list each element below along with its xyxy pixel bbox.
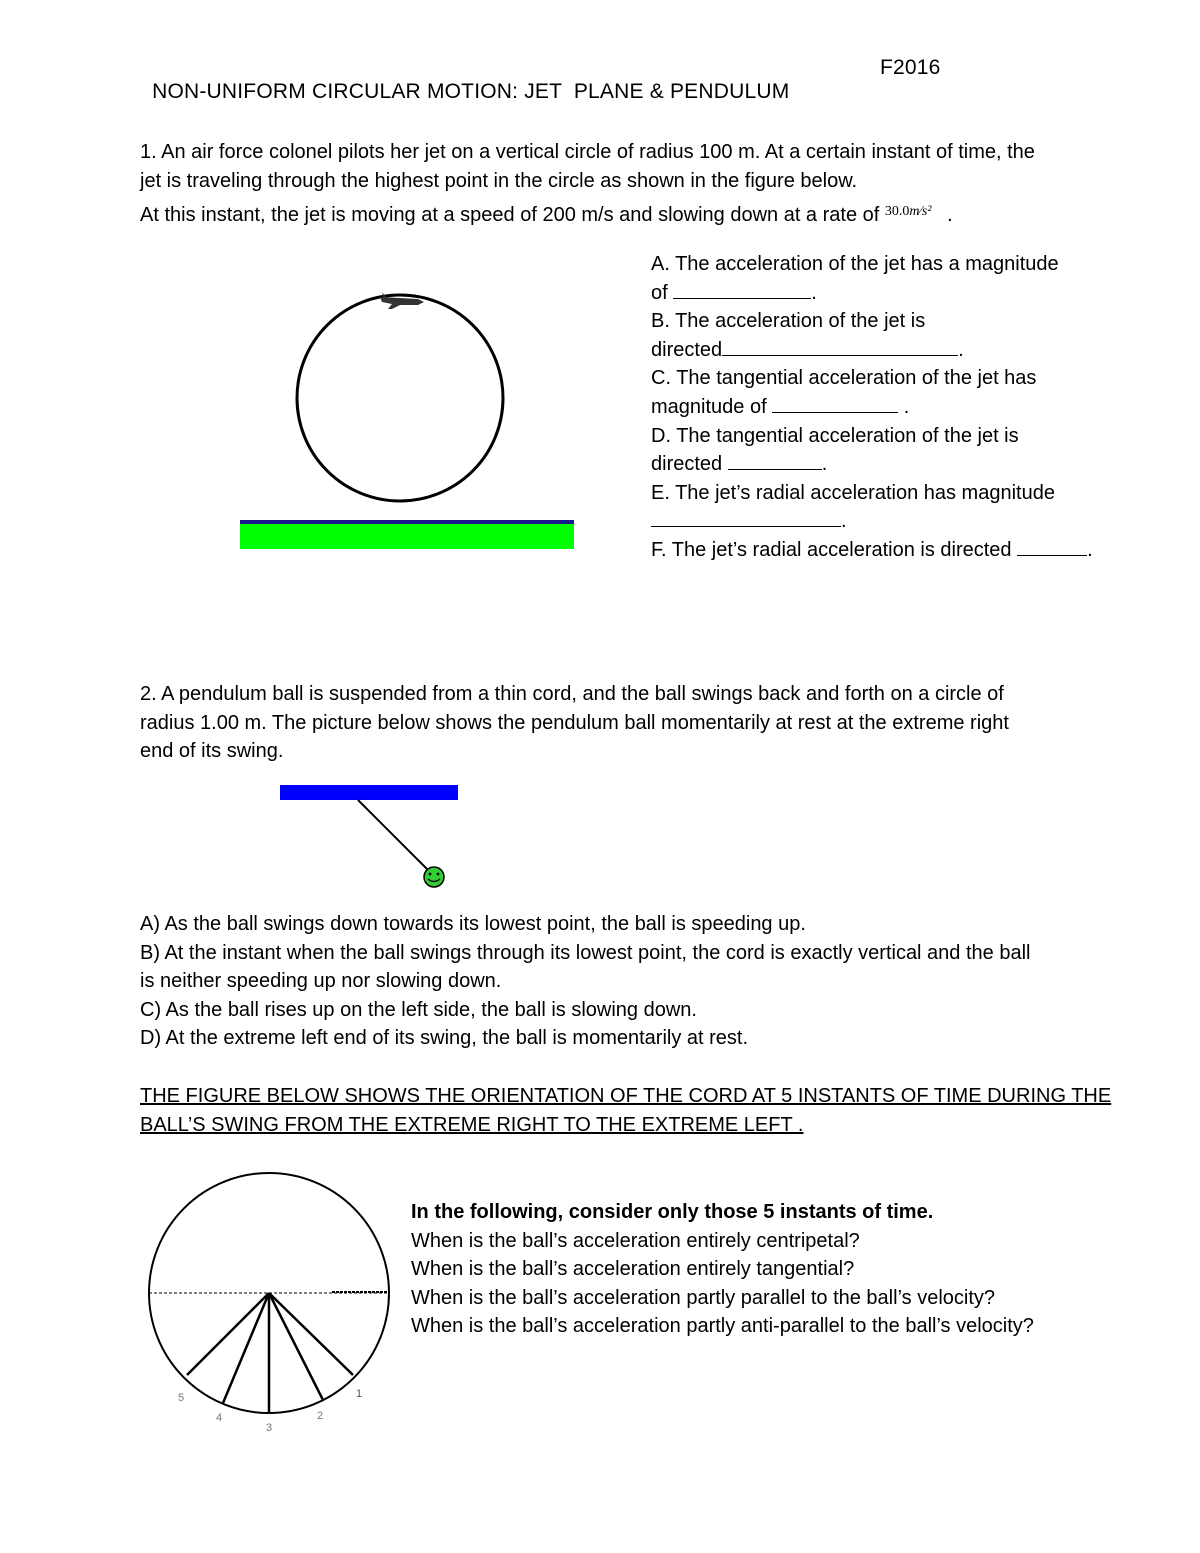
part-f-text: F. The jet’s radial acceleration is directed — [651, 538, 1012, 561]
rate-value: 30.0 — [884, 204, 910, 220]
part-d-answer-blank[interactable] — [728, 451, 822, 470]
part-e-answer-blank[interactable] — [651, 508, 841, 527]
cord-position-1 — [269, 1293, 353, 1375]
part-e-line2: . — [651, 507, 1151, 536]
q2-intro-line1: 2. A pendulum ball is suspended from a thin cord, and the ball swings back and forth on a circle of — [140, 683, 1004, 705]
question-centripetal: When is the ball’s acceleration entirely centripetal? — [411, 1229, 860, 1252]
vertical-circle — [297, 295, 503, 501]
part-a-of: of — [651, 281, 668, 304]
page-title — [140, 56, 789, 104]
pendulum-ball-smiley-icon — [424, 867, 444, 887]
part-c-answer-blank[interactable] — [772, 394, 898, 413]
statement-a: A) As the ball swings down towards its lowest point, the ball is speeding up. — [140, 913, 806, 935]
part-d-line2: directed . — [651, 453, 828, 476]
q2-statements — [140, 910, 1030, 1053]
cord-label-3: 3 — [266, 1422, 273, 1434]
part-c-magnitude: magnitude of — [651, 395, 767, 418]
q1-intro-line1: 1. An air force colonel pilots her jet on a vertical circle of radius 100 m. At a certain instant of time, the — [140, 141, 1035, 163]
cord-position-2 — [269, 1293, 323, 1400]
q1-intro-line2: jet is traveling through the highest point in the circle as shown in the figure below. — [140, 169, 858, 192]
figure-caption-line1: THE FIGURE BELOW SHOWS THE ORIENTATION OF THE CORD AT 5 INSTANTS OF TIME DURING THE — [140, 1085, 1112, 1107]
q1-parts — [651, 250, 1151, 565]
consider-instruction: In the following, consider only those 5 instants of time. — [411, 1201, 934, 1223]
figure-caption — [140, 1082, 1111, 1139]
part-f-line1: F. The jet’s radial acceleration is directed . — [651, 538, 1093, 561]
pendulum-cord — [358, 800, 428, 870]
part-b-directed: directed — [651, 338, 723, 361]
figure-caption-line2: BALL’S SWING FROM THE EXTREME RIGHT TO THE EXTREME LEFT . — [140, 1113, 804, 1136]
cord-label-5: 5 — [178, 1392, 185, 1404]
part-a-answer-blank[interactable] — [673, 280, 811, 299]
part-b-line1: B. The acceleration of the jet is — [651, 310, 926, 333]
question-parallel: When is the ball’s acceleration partly parallel to the ball’s velocity? — [411, 1286, 996, 1309]
cord-label-4: 4 — [216, 1412, 223, 1424]
ground — [240, 524, 574, 549]
part-c-line2: magnitude of . — [651, 395, 910, 418]
ceiling-bar — [280, 785, 458, 800]
question-tangential: When is the ball’s acceleration entirely tangential? — [411, 1258, 855, 1281]
part-d-line1: D. The tangential acceleration of the jet is — [651, 424, 1019, 447]
question-anti-parallel: When is the ball’s acceleration partly anti-parallel to the ball’s velocity? — [411, 1315, 1034, 1338]
statement-b-line2: is neither speeding up nor slowing down. — [140, 970, 502, 993]
statement-d: D) At the extreme left end of its swing, the ball is momentarily at rest. — [140, 1027, 749, 1050]
q1-intro — [140, 138, 1035, 233]
cord-label-2: 2 — [317, 1410, 324, 1422]
part-a-line2: of . — [651, 281, 817, 304]
q1-intro-line3 — [140, 201, 1035, 233]
pendulum-figure — [280, 785, 480, 895]
q2-intro-line3: end of its swing. — [140, 740, 284, 763]
part-f-answer-blank[interactable] — [1017, 537, 1087, 556]
ground-line — [240, 520, 574, 524]
part-c-line1: C. The tangential acceleration of the jet has — [651, 367, 1037, 390]
q2-intro-line2: radius 1.00 m. The picture below shows the pendulum ball momentarily at rest at the extreme right — [140, 711, 1009, 734]
rate-fraction: 30.0m⁄s² — [884, 204, 932, 220]
q2-intro — [140, 680, 1009, 766]
rate-unit-num: m — [909, 204, 920, 220]
term-label: F2016 — [880, 56, 941, 79]
swing-circle-figure — [140, 1165, 400, 1455]
cord-position-5 — [187, 1293, 269, 1375]
statement-b-line1: B) At the instant when the ball swings through its lowest point, the cord is exactly vertical and the ball — [140, 941, 1031, 964]
statement-c: C) As the ball rises up on the left side, the ball is slowing down. — [140, 998, 697, 1021]
rate-end: . — [947, 204, 953, 227]
rate-unit-den: s² — [921, 204, 932, 220]
q2-questions — [411, 1198, 1034, 1341]
cord-label-1: 1 — [356, 1388, 363, 1400]
cord-position-4 — [223, 1293, 269, 1403]
part-a-line1: A. The acceleration of the jet has a magnitude — [651, 253, 1059, 275]
title-text: NON-UNIFORM CIRCULAR MOTION: JET PLANE & PENDULUM — [152, 80, 790, 103]
part-b-answer-blank[interactable] — [722, 337, 958, 356]
part-e-line1: E. The jet’s radial acceleration has magnitude — [651, 481, 1055, 504]
part-b-line2: directed . — [651, 338, 964, 361]
jet-circle-figure — [230, 280, 590, 560]
part-d-directed: directed — [651, 453, 723, 476]
q1-speed-text: At this instant, the jet is moving at a speed of 200 m/s and slowing down at a rate of — [140, 204, 880, 227]
